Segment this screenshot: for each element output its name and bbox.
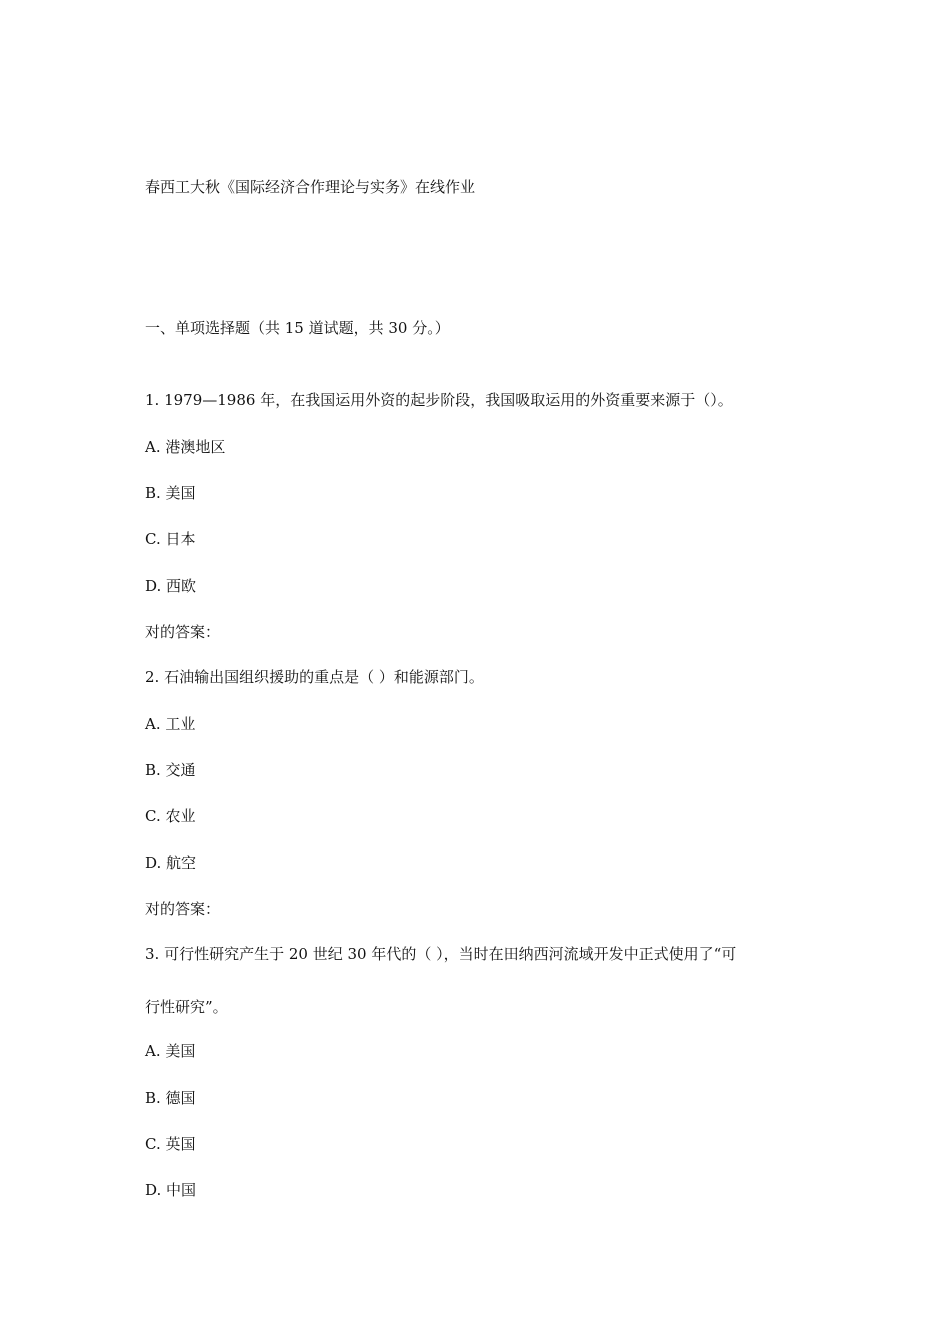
option-c: C. 日本 bbox=[145, 530, 196, 548]
answer-label: 对的答案： bbox=[145, 623, 221, 641]
option-d: D. 中国 bbox=[145, 1181, 197, 1199]
question-stem: 2. 石油输出国组织援助的重点是（ ）和能源部门。 bbox=[145, 668, 484, 686]
answer-label: 对的答案： bbox=[145, 900, 221, 918]
question-stem-line-2: 行性研究”。 bbox=[145, 998, 228, 1016]
option-a: A. 美国 bbox=[145, 1042, 196, 1060]
option-d: D. 航空 bbox=[145, 854, 197, 872]
option-c: C. 英国 bbox=[145, 1135, 196, 1153]
section-heading: 一、单项选择题（共 15 道试题，共 30 分。） bbox=[145, 319, 450, 337]
option-b: B. 德国 bbox=[145, 1089, 196, 1107]
option-c: C. 农业 bbox=[145, 807, 196, 825]
question-stem-line-1: 3. 可行性研究产生于 20 世纪 30 年代的（ ），当时在田纳西河流域开发中正式使用了“可 bbox=[145, 945, 737, 963]
document-title: 春西工大秋《国际经济合作理论与实务》在线作业 bbox=[145, 178, 476, 196]
option-b: B. 交通 bbox=[145, 761, 196, 779]
option-b: B. 美国 bbox=[145, 484, 196, 502]
option-a: A. 工业 bbox=[145, 715, 196, 733]
option-a: A. 港澳地区 bbox=[145, 438, 226, 456]
option-d: D. 西欧 bbox=[145, 577, 197, 595]
question-stem: 1. 1979—1986 年，在我国运用外资的起步阶段，我国吸取运用的外资重要来源于（）。 bbox=[145, 391, 733, 409]
